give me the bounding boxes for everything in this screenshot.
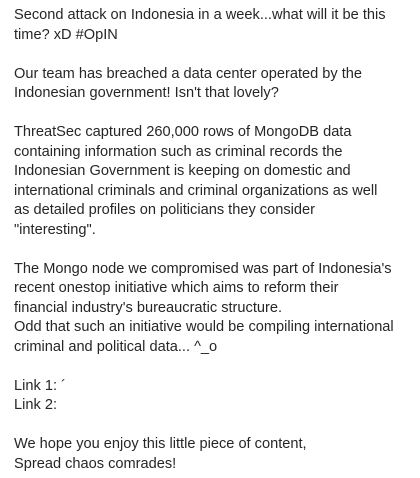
text-line: Odd that such an initiative would be compiling international xyxy=(14,319,394,335)
text-line: time? xD #OpIN xyxy=(14,26,118,43)
text-line: recent onestop initiative which aims to reform their xyxy=(14,280,339,296)
text-line: The Mongo node we compromised was part of Indonesia's xyxy=(14,260,392,277)
paragraph-mongo-node xyxy=(14,260,414,358)
text-line: Spread chaos comrades! xyxy=(14,455,177,472)
text-line: criminal and political data... ^_o xyxy=(14,338,218,355)
text-line: international criminals and criminal organizations as well xyxy=(14,182,378,199)
text-line: Second attack on Indonesia in a week...what will it be this xyxy=(14,7,386,23)
text-line: Indonesian government! Isn't that lovely? xyxy=(14,85,279,101)
paragraph-breach xyxy=(14,65,414,104)
text-line: We hope you enjoy this little piece of content, xyxy=(14,436,307,452)
text-line: "interesting". xyxy=(14,221,96,238)
post-text xyxy=(14,6,414,474)
text-line: ThreatSec captured 260,000 rows of MongoDB data xyxy=(14,124,352,140)
link-2-line: Link 2: xyxy=(14,397,57,413)
paragraph-data-captured xyxy=(14,123,414,240)
text-line: Indonesian Government is keeping on domestic and xyxy=(14,163,351,179)
paragraph-intro xyxy=(14,6,414,45)
text-line: financial industry's bureaucratic structure. xyxy=(14,299,283,316)
paragraph-signoff xyxy=(14,435,414,474)
link-1-line: Link 1: ´ xyxy=(14,377,66,394)
text-line: Our team has breached a data center operated by the xyxy=(14,65,363,82)
paragraph-links xyxy=(14,377,414,416)
text-line: as detailed profiles on politicians they consider xyxy=(14,202,315,218)
text-line: containing information such as criminal records the xyxy=(14,143,343,160)
